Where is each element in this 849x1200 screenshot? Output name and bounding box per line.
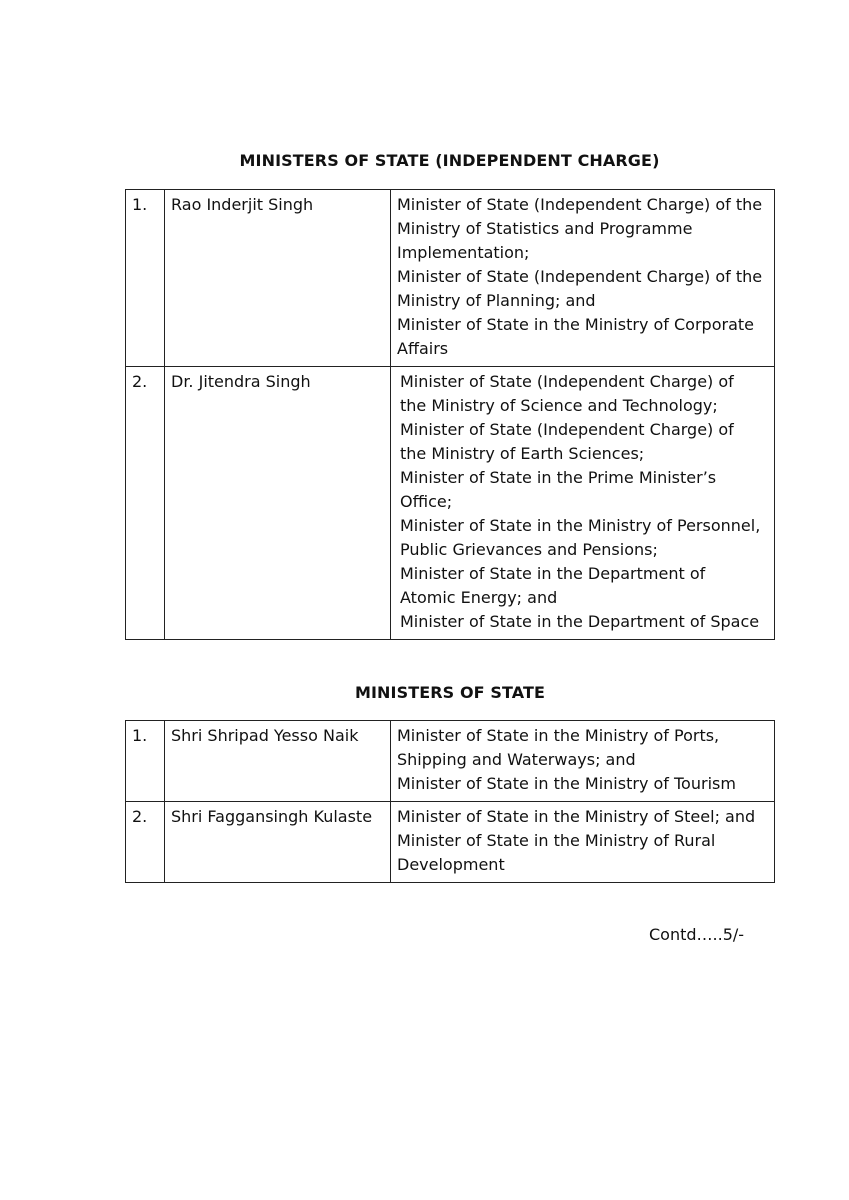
table-row (126, 367, 775, 640)
portfolio-line: Affairs (397, 339, 449, 358)
portfolio-line: Minister of State in the Prime Minister’s (400, 468, 717, 487)
portfolio-line: Atomic Energy; and (400, 588, 558, 607)
portfolio-line: Ministry of Statistics and Programme (397, 219, 693, 238)
portfolio-line: Minister of State in the Ministry of Ports, (397, 726, 720, 745)
portfolio-line: the Ministry of Earth Sciences; (400, 444, 645, 463)
row-number: 2. (126, 802, 165, 883)
row-number: 1. (126, 190, 165, 367)
portfolio-line: Implementation; (397, 243, 530, 262)
ministers-of-state-table (125, 720, 775, 883)
independent-charge-table (125, 189, 775, 640)
portfolio-line: Minister of State in the Ministry of Tourism (397, 774, 736, 793)
portfolio-line: Minister of State in the Department of (400, 564, 706, 583)
minister-name: Rao Inderjit Singh (165, 190, 391, 367)
portfolio-line: Minister of State in the Ministry of Personnel, (400, 516, 761, 535)
portfolio-line: Minister of State in the Department of Space (400, 612, 760, 631)
section-heading-ministers-of-state: MINISTERS OF STATE (354, 683, 546, 702)
minister-name: Dr. Jitendra Singh (165, 367, 391, 640)
portfolio-line: Minister of State in the Ministry of Rural (397, 831, 716, 850)
row-number: 1. (126, 721, 165, 802)
row-number: 2. (126, 367, 165, 640)
portfolio (391, 367, 775, 640)
table-row (126, 721, 775, 802)
portfolio-line: Minister of State (Independent Charge) of (400, 372, 734, 391)
portfolio-line: Office; (400, 492, 453, 511)
minister-name: Shri Shripad Yesso Naik (165, 721, 391, 802)
portfolio (391, 721, 775, 802)
portfolio-line: Shipping and Waterways; and (397, 750, 636, 769)
portfolio-line: Minister of State in the Ministry of Corporate (397, 315, 754, 334)
portfolio (391, 190, 775, 367)
table-row (126, 190, 775, 367)
portfolio-line: Public Grievances and Pensions; (400, 540, 658, 559)
portfolio-line: Minister of State in the Ministry of Steel; and (397, 807, 756, 826)
portfolio (391, 802, 775, 883)
continuation-note: Contd…..5/- (649, 925, 745, 944)
portfolio-line: Ministry of Planning; and (397, 291, 596, 310)
section-heading-independent-charge: MINISTERS OF STATE (INDEPENDENT CHARGE) (239, 151, 660, 170)
portfolio-line: the Ministry of Science and Technology; (400, 396, 718, 415)
minister-name: Shri Faggansingh Kulaste (165, 802, 391, 883)
portfolio-line: Minister of State (Independent Charge) of (400, 420, 734, 439)
portfolio-line: Minister of State (Independent Charge) of the (397, 267, 763, 286)
portfolio-line: Development (397, 855, 505, 874)
table-row (126, 802, 775, 883)
portfolio-line: Minister of State (Independent Charge) of the (397, 195, 763, 214)
